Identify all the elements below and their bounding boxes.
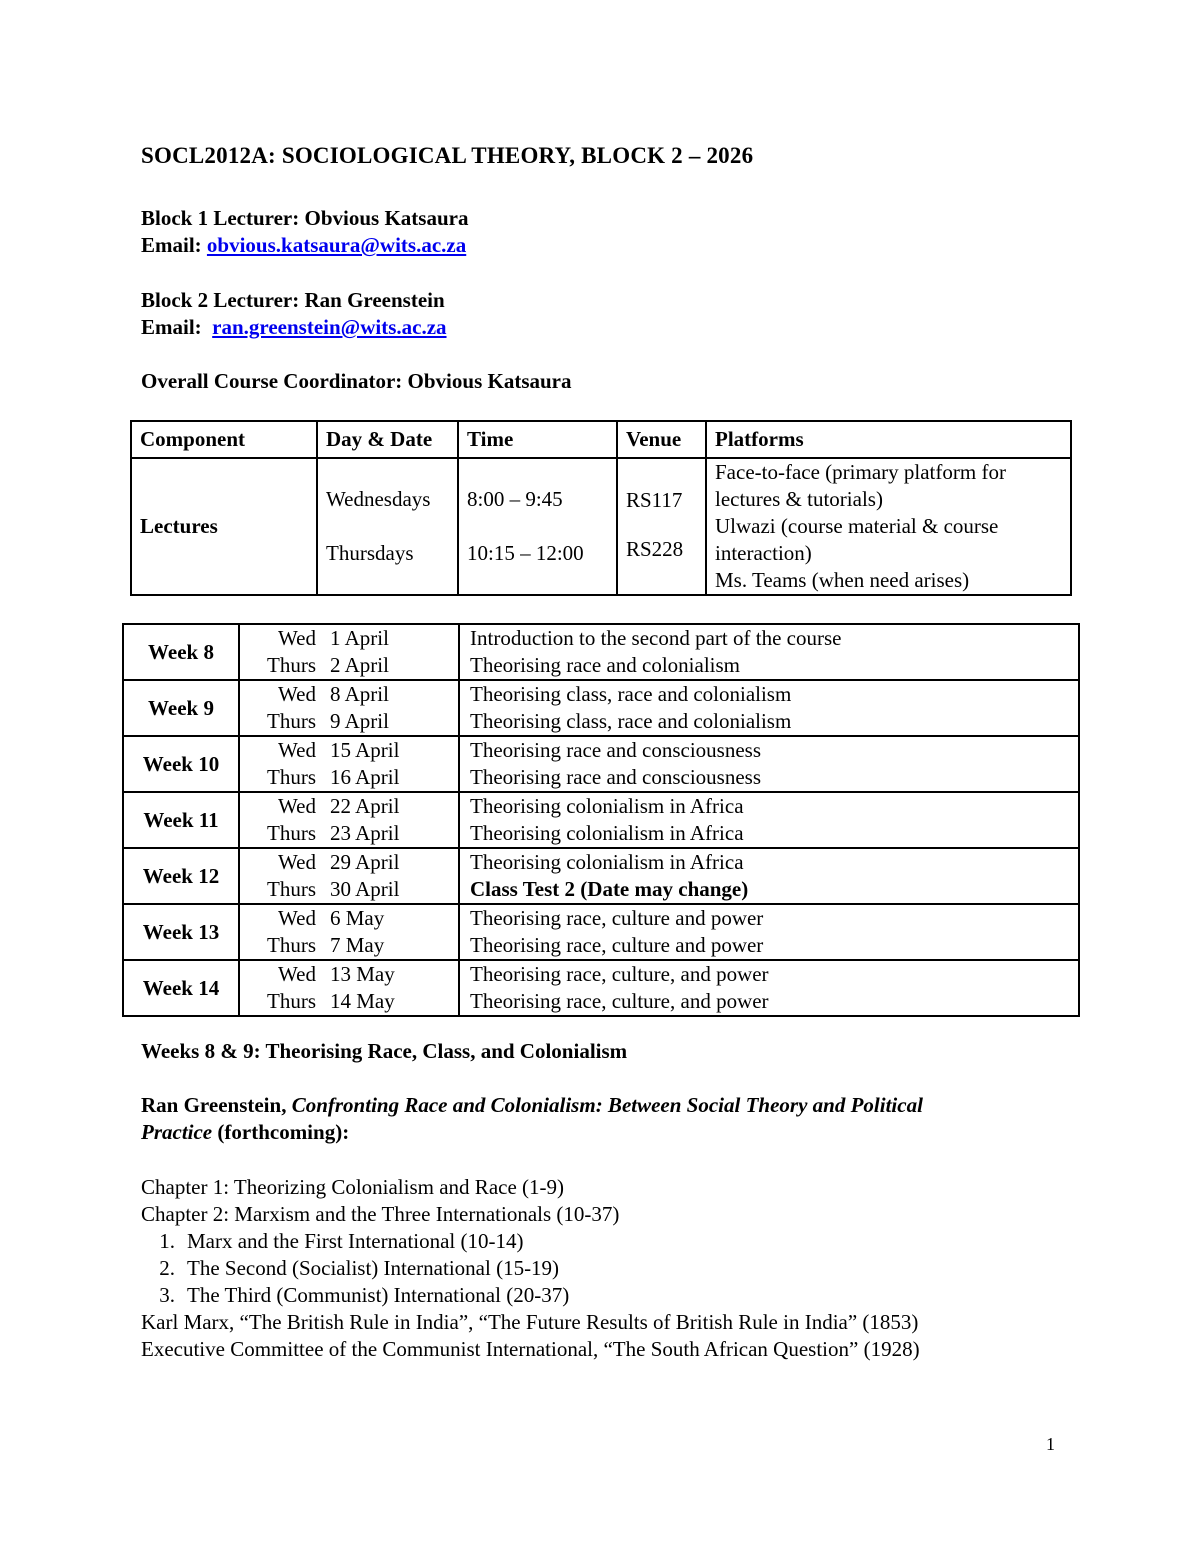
lecture-platforms [706,458,1071,595]
platform-line: Ms. Teams (when need arises) [715,568,970,592]
day-name: Thurs [267,877,316,901]
date: 23 April [330,821,400,845]
week-label: Week 10 [123,736,239,792]
venue-wednesday: RS117 [626,487,683,512]
block2-email-link[interactable]: ran.greenstein@wits.ac.za [212,315,447,339]
day-name: Thurs [267,821,316,845]
block1-lecturer: Block 1 Lecturer: Obvious Katsaura [141,206,469,230]
header-platforms: Platforms [706,421,1071,458]
book-title: Confronting Race and Colonialism: Between Social Theory and Political [291,1093,923,1117]
topic: Theorising race, culture and power [470,906,764,930]
week-dates [239,624,459,680]
day-wednesdays: Wednesdays [326,487,431,511]
topic: Theorising colonialism in Africa [470,794,744,818]
date: 7 May [330,933,385,957]
platform-line: interaction) [715,541,812,565]
book-citation [141,1093,923,1118]
date: 15 April [330,738,400,762]
week-topics [459,960,1079,1016]
reading-chapter-1: Chapter 1: Theorizing Colonialism and Race (1-9) [141,1175,565,1199]
header-day-date: Day & Date [317,421,458,458]
day-name: Wed [278,794,316,818]
day-name: Thurs [267,653,316,677]
topic: Theorising class, race and colonialism [470,682,792,706]
document-title: SOCL2012A: SOCIOLOGICAL THEORY, BLOCK 2 – 2026 [141,143,754,168]
course-table-header [131,421,1071,458]
week-label: Week 14 [123,960,239,1016]
topic: Class Test 2 (Date may change) [470,877,749,901]
topic: Theorising race, culture and power [470,933,764,957]
lectures-row [131,458,1071,595]
book-author: Ran Greenstein, [141,1093,292,1117]
day-name: Wed [278,682,316,706]
date: 14 May [330,989,395,1013]
topic: Theorising race and colonialism [470,653,740,677]
day-name: Wed [278,738,316,762]
day-name: Thurs [267,989,316,1013]
day-name: Wed [278,850,316,874]
week-dates [239,736,459,792]
date: 16 April [330,765,400,789]
schedule-table [122,623,1080,1017]
topic: Theorising race and consciousness [470,765,761,789]
reading-chapter-2: Chapter 2: Marxism and the Three Internationals (10-37) [141,1202,620,1226]
list-item-text: The Third (Communist) International (20-37) [187,1283,570,1307]
time-wednesday: 8:00 – 9:45 [467,487,563,511]
course-coordinator: Overall Course Coordinator: Obvious Katsaura [141,369,572,393]
venue-thursday: RS228 [626,536,684,561]
book-status: (forthcoming): [212,1120,350,1144]
block2-lecturer: Block 2 Lecturer: Ran Greenstein [141,288,445,312]
table-row [123,736,1079,792]
lecture-times [458,458,617,595]
date: 2 April [330,653,389,677]
day-thursdays: Thursdays [326,541,414,565]
book-title-cont: Practice [141,1120,213,1144]
list-number: 1. [159,1229,175,1253]
lecture-venues [617,458,706,595]
topic: Theorising race, culture, and power [470,962,769,986]
section-heading: Weeks 8 & 9: Theorising Race, Class, and Colonialism [141,1039,628,1063]
week-dates [239,680,459,736]
week-topics [459,680,1079,736]
list-item-text: The Second (Socialist) International (15-19) [187,1256,560,1280]
week-label: Week 9 [123,680,239,736]
topic: Theorising race and consciousness [470,738,761,762]
day-name: Thurs [267,933,316,957]
platform-line: Face-to-face (primary platform for [715,460,1006,484]
week-label: Week 11 [123,792,239,848]
date: 8 April [330,682,389,706]
list-item-text: Marx and the First International (10-14) [187,1229,524,1253]
lecture-days [317,458,458,595]
platform-line: Ulwazi (course material & course [715,514,999,538]
topic: Theorising class, race and colonialism [470,709,792,733]
week-dates [239,792,459,848]
week-label: Week 13 [123,904,239,960]
time-thursday: 10:15 – 12:00 [467,541,584,565]
list-number: 2. [159,1256,175,1280]
table-row [123,680,1079,736]
book-citation-cont [141,1120,349,1145]
day-name: Wed [278,626,316,650]
platform-line: lectures & tutorials) [715,487,883,511]
list-item [141,1283,569,1308]
reading-comintern: Executive Committee of the Communist International, “The South African Question” (1928) [141,1337,920,1361]
email-label: Email: [141,233,207,257]
block1-email-link[interactable]: obvious.katsaura@wits.ac.za [206,233,467,257]
week-topics [459,736,1079,792]
list-item [141,1256,559,1281]
reading-marx: Karl Marx, “The British Rule in India”, “The Future Results of British Rule in India” (1853) [141,1310,919,1334]
day-name: Thurs [267,765,316,789]
week-dates [239,904,459,960]
table-row [123,792,1079,848]
table-row [123,960,1079,1016]
week-topics [459,904,1079,960]
topic: Theorising colonialism in Africa [470,850,744,874]
list-item [141,1229,524,1254]
week-dates [239,848,459,904]
date: 30 April [330,877,400,901]
date: 29 April [330,850,400,874]
course-table [130,420,1072,596]
date: 22 April [330,794,400,818]
date: 1 April [330,626,389,650]
date: 9 April [330,709,389,733]
component-lectures: Lectures [131,458,317,595]
email-label: Email: [141,315,207,339]
topic: Introduction to the second part of the course [470,626,842,650]
topic: Theorising race, culture, and power [470,989,769,1013]
block2-email-line [141,315,447,340]
table-row [123,848,1079,904]
day-name: Thurs [267,709,316,733]
header-venue: Venue [617,421,706,458]
table-row [123,624,1079,680]
page-number: 1 [1046,1434,1055,1454]
week-label: Week 12 [123,848,239,904]
date: 6 May [330,906,385,930]
topic: Theorising colonialism in Africa [470,821,744,845]
list-number: 3. [159,1283,175,1307]
date: 13 May [330,962,395,986]
block1-email-line [141,233,466,258]
table-row [123,904,1079,960]
week-topics [459,624,1079,680]
day-name: Wed [278,906,316,930]
header-component: Component [131,421,317,458]
day-name: Wed [278,962,316,986]
week-topics [459,848,1079,904]
week-label: Week 8 [123,624,239,680]
header-time: Time [458,421,617,458]
week-dates [239,960,459,1016]
week-topics [459,792,1079,848]
